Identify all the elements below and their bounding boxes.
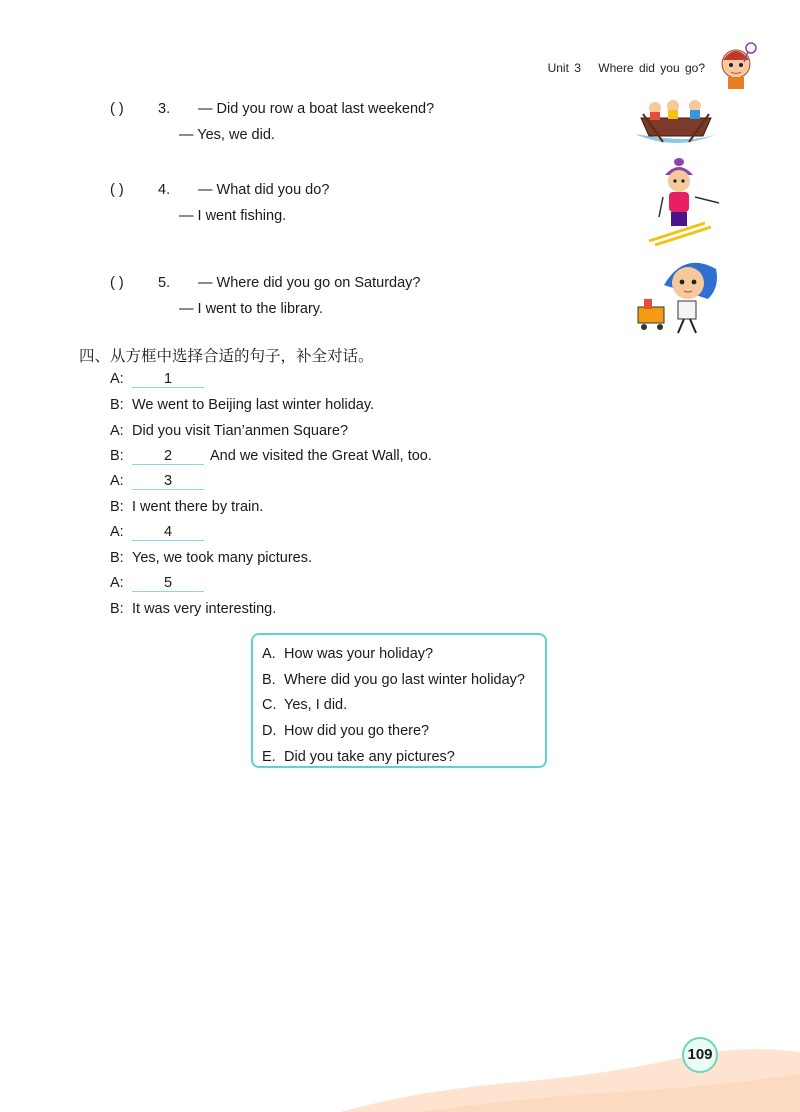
- blank-3[interactable]: 3: [132, 473, 204, 490]
- dialogue-text: Did you visit Tian’anmen Square?: [132, 423, 349, 439]
- option-letter: D.: [262, 723, 277, 740]
- rowing-boat-picture: [633, 92, 719, 148]
- dialogue-line-1: [110, 371, 210, 388]
- shopping-girl-picture: [634, 255, 722, 335]
- question-text: — Did you row a boat last weekend?: [198, 101, 435, 117]
- speaker: A:: [110, 371, 124, 387]
- dialogue-line-6: [110, 499, 263, 515]
- speaker: A:: [110, 473, 124, 489]
- option-c: [262, 694, 545, 720]
- blank-2[interactable]: 2: [132, 448, 204, 465]
- blank-4[interactable]: 4: [132, 524, 204, 541]
- option-d: [262, 720, 545, 746]
- question-number: 5.: [158, 275, 171, 291]
- dialogue-text: It was very interesting.: [132, 601, 277, 617]
- blank-1[interactable]: 1: [132, 371, 204, 388]
- option-e: [262, 746, 545, 772]
- dialogue-text: Yes, we took many pictures.: [132, 550, 312, 566]
- dialogue-line-2: [110, 397, 374, 413]
- footer-wave-decoration: [0, 1030, 800, 1112]
- option-a: [262, 643, 545, 669]
- question-text: — Where did you go on Saturday?: [198, 275, 421, 291]
- options-box: [251, 633, 547, 768]
- option-text: Did you take any pictures?: [284, 748, 455, 765]
- dialogue-line-10: [110, 601, 276, 617]
- answer-paren[interactable]: ( ): [110, 182, 124, 198]
- speaker: B:: [110, 448, 124, 464]
- dialogue-line-4: [110, 448, 432, 465]
- speaker: B:: [110, 397, 124, 413]
- speaker: A:: [110, 524, 124, 540]
- option-letter: E.: [262, 748, 276, 765]
- speaker: B:: [110, 550, 124, 566]
- option-text: How was your holiday?: [284, 646, 434, 662]
- answer-paren[interactable]: ( ): [110, 275, 124, 291]
- question-4: [110, 182, 329, 198]
- speaker: A:: [110, 575, 124, 591]
- option-text: Where did you go last winter holiday?: [284, 671, 525, 688]
- answer-3: — Yes, we did.: [179, 127, 275, 143]
- option-text: How did you go there?: [284, 723, 430, 740]
- dialogue-line-5: [110, 473, 210, 490]
- answer-5: — I went to the library.: [179, 301, 323, 317]
- answer-4: — I went fishing.: [179, 208, 287, 224]
- skiing-girl-picture: [645, 157, 723, 247]
- question-text: — What did you do?: [198, 182, 330, 198]
- dialogue-line-3: [110, 423, 348, 439]
- option-letter: B.: [262, 671, 276, 688]
- dialogue-text: I went there by train.: [132, 499, 264, 515]
- mascot-icon: [714, 40, 758, 92]
- speaker: A:: [110, 423, 124, 439]
- dialogue-line-8: [110, 550, 312, 566]
- header-unit: Unit 3: [547, 61, 581, 75]
- question-5: [110, 275, 420, 291]
- option-letter: C.: [262, 697, 277, 714]
- question-number: 3.: [158, 101, 171, 117]
- option-letter: A.: [262, 646, 276, 662]
- page-number: 109: [682, 1037, 718, 1073]
- dialogue-line-7: [110, 524, 210, 541]
- speaker: B:: [110, 499, 124, 515]
- blank-5[interactable]: 5: [132, 575, 204, 592]
- option-text: Yes, I did.: [284, 697, 348, 714]
- dialogue-line-9: [110, 575, 210, 592]
- dialogue-text: And we visited the Great Wall, too.: [210, 448, 432, 464]
- question-3: [110, 101, 434, 117]
- answer-paren[interactable]: ( ): [110, 101, 124, 117]
- dialogue-text: We went to Beijing last winter holiday.: [132, 397, 375, 413]
- header-title: Where did you go?: [598, 61, 705, 75]
- option-b: [262, 669, 545, 695]
- running-header: [548, 61, 705, 75]
- section-title: 四、从方框中选择合适的句子，补全对话。: [79, 347, 374, 365]
- speaker: B:: [110, 601, 124, 617]
- question-number: 4.: [158, 182, 171, 198]
